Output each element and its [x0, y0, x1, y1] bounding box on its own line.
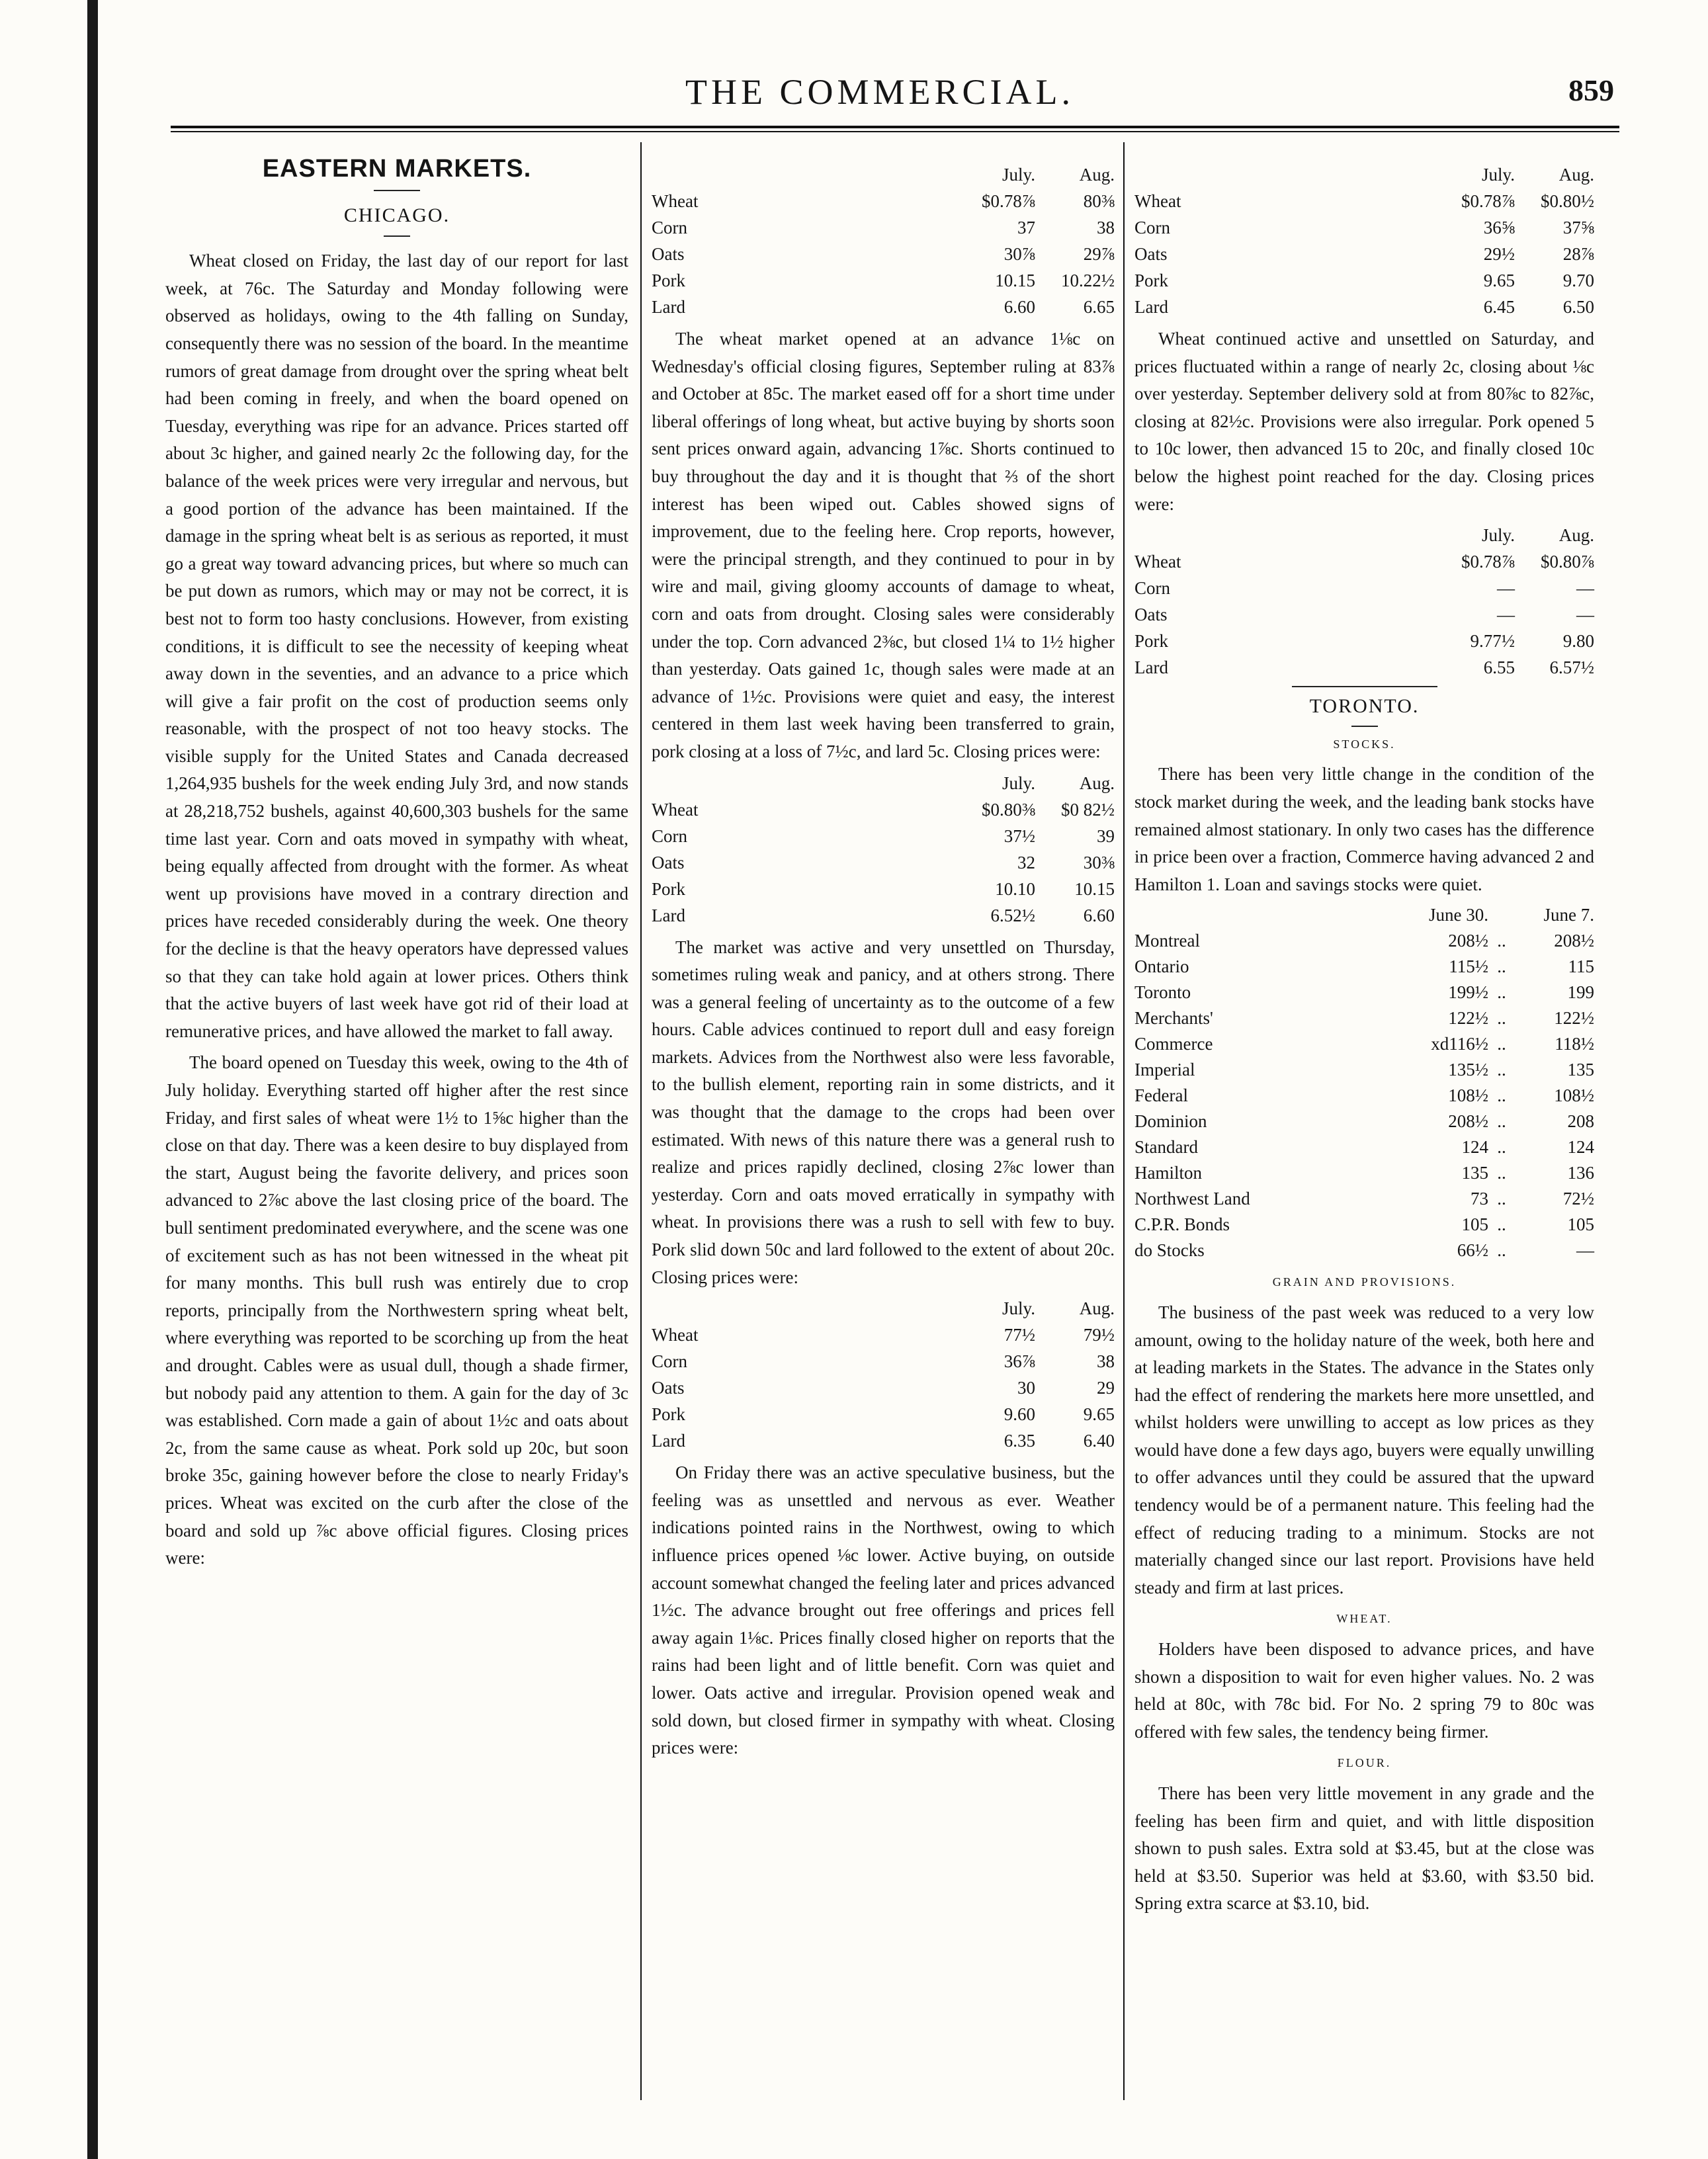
city-heading-chicago: CHICAGO.	[343, 204, 450, 226]
price-cell: 6.52½	[990, 905, 1035, 925]
price-table	[652, 1295, 1115, 1454]
price-table	[1134, 522, 1594, 681]
price-cell: 9.65	[1083, 1404, 1115, 1425]
price-cell: 80⅜	[1083, 191, 1115, 211]
subheading-wheat: WHEAT.	[1336, 1612, 1392, 1626]
col-header: June 7.	[1543, 905, 1594, 925]
price-cell: 6.55	[1483, 657, 1515, 678]
price-cell: 38	[1097, 1351, 1115, 1372]
stock-name: Northwest Land	[1134, 1189, 1250, 1209]
price-cell: 6.45	[1483, 297, 1515, 317]
price-cell: 79½	[1083, 1325, 1115, 1345]
col-header: Aug.	[1559, 165, 1594, 185]
article-paragraph: The market was active and very unsettled on Thursday, sometimes ruling weak and panicy, and at others strong. There was a general feeling of uncertainty as to the outcome of a few hours. Cable advices continued to report dull and easy foreign markets. Advices from the Northwest also were less favorable, to the bullish element, reporting rain in some districts, and it was thought that the damage to the crops had been over estimated. With news of this nature there was a general rush to realize and prices rapidly declined, closing 2⅞c lower than yesterday. Corn and oats moved erratically in sympathy with wheat. In provisions there was a rush to sell with few to buy. Pork slid down 50c and lard followed to the extent of about 20c. Closing prices were:	[652, 937, 1115, 1287]
price-cell: 208½	[1448, 931, 1488, 951]
commodity-name: Wheat	[652, 191, 699, 211]
article-paragraph: The board opened on Tuesday this week, owing to the 4th of July holiday. Everything started off higher after the rest since Friday, and first sales of wheat were 1½ to 1⅝c higher than the close on that day. There was a keen desire to buy displayed from the start, August being the favorite delivery, and prices soon advanced to 2⅞c above the last closing price of the board. The bull sentiment predominated everywhere, and the scene was one of excitement such as has not been witnessed in the wheat pit for many months. This bull rush was entirely due to crop reports, principally from the Northwestern spring wheat belt, where everything was reported to be scorching up from the heat and drought. Cables were as usual dull, though a shade firmer, but nobody paid any attention to them. A gain for the day of 3c was established. Corn made a gain of about 1½c and oats about 2c, from the same cause as wheat. Pork sold up 20c, but soon broke 35c, gaining however before the close to nearly Friday's prices. Wheat was excited on the curb after the close of the board and sold up ⅞c above official figures. Closing prices were:	[165, 1052, 628, 1568]
commodity-name: Wheat	[652, 799, 699, 820]
col-header: June 30.	[1429, 905, 1488, 925]
col-header: Aug.	[1559, 525, 1594, 546]
article-paragraph: The wheat market opened at an advance 1⅛c on Wednesday's official closing figures, September ruling at 83⅞ and October at 85c. The market eased off for a short time under liberal offerings of long wheat, but active buying by shorts soon sent prices onward again, advancing 1⅞c. Shorts continued to buy throughout the day and it is thought that ⅔ of the short interest has been wiped out. Cables showed signs of improvement, due to the feeling here. Crop reports, however, were the principal strength, and they continued to pour in by wire and mail, giving gloomy accounts of damage to wheat, corn and oats from drought. Closing sales were considerably under the top. Corn advanced 2⅜c, but closed 1¼ to 1½ higher than yesterday. Oats gained 1c, though sales were made at an advance of 1½c. Provisions were quiet and easy, the interest centered in them last week having been transferred to grain, pork closing at a loss of 7½c, and lard 5c. Closing prices were:	[652, 329, 1115, 761]
article-paragraph: On Friday there was an active speculative business, but the feeling was as unsettled and nervous as ever. Weather indications pointed rains in the Northwest, owing to which influence prices opened ⅛c lower. Active buying, on outside account somewhat changed the feeling later and prices advanced 1½c. The advance brought out free offerings and prices fell away again 1⅛c. Prices finally closed higher on reports that the rains had been light and of little benefit. Corn was quiet and lower. Oats active and irregular. Provision opened weak and sold down, but closed firmer in sympathy with wheat. Closing prices were:	[652, 1462, 1115, 1758]
heading-rule	[374, 190, 420, 191]
price-cell: 105	[1567, 1214, 1594, 1235]
price-cell: $0.80⅜	[982, 799, 1035, 820]
price-cell: 30⅜	[1083, 852, 1115, 872]
stock-name: Merchants'	[1134, 1008, 1213, 1029]
price-cell: 208½	[1448, 1111, 1488, 1132]
price-cell: 30	[1017, 1378, 1035, 1398]
commodity-name: Oats	[652, 1378, 685, 1398]
price-table	[1134, 161, 1594, 320]
price-cell: 10.10	[995, 878, 1035, 899]
price-cell: 122½	[1554, 1008, 1594, 1029]
column-1	[165, 149, 628, 1576]
price-cell: —	[1497, 578, 1515, 599]
commodity-name: Oats	[652, 244, 685, 264]
stock-name: Hamilton	[1134, 1163, 1202, 1183]
price-cell: 199½	[1448, 982, 1488, 1003]
commodity-name: Oats	[1134, 244, 1168, 264]
price-cell: 135	[1461, 1163, 1488, 1183]
column-divider-2	[1123, 142, 1125, 2100]
stock-name: Dominion	[1134, 1111, 1207, 1132]
price-cell: 77½	[1003, 1325, 1035, 1345]
stock-table: June 30. June 7. Montreal 208½ .. 208½ Ontario 115½ .. 115 Toronto 199½ .. 199 Merchants' 122½ .. 122½ Commerce xd116½ .. 118½ Imperial 135½ .. 135 Federal 108½ .. 108½ Dominion 208½ .. 208 Standard 124 .. 124 Hamilton 135 .. 136 Northwest Land 73 .. 72½ C.P.R. Bonds 105 .. 105 do Stocks 66½ .. —	[1134, 902, 1594, 1263]
article-paragraph: The business of the past week was reduced to a very low amount, owing to the holiday nature of the week, both here and at leading markets in the States. The advance in the States only had the effect of rendering the markets here more unsettled, and whilst holders were unwilling to accept as low prices as they would have done a few days ago, buyers were equally unwilling to offer advances until they could be assured that the upward tendency would be of a permanent nature. This feeling had the effect of reducing trading to a minimum. Stocks are not materially changed since our last report. Provisions have held steady and firm at last prices.	[1134, 1302, 1594, 1597]
price-cell: $0 82½	[1061, 799, 1115, 820]
commodity-name: Lard	[1134, 657, 1168, 678]
commodity-name: Lard	[652, 1431, 685, 1451]
commodity-name: Lard	[1134, 297, 1168, 317]
subheading-grain-provisions: GRAIN AND PROVISIONS.	[1272, 1275, 1457, 1289]
price-cell: 115½	[1449, 956, 1488, 977]
col-header: Aug.	[1079, 1298, 1115, 1319]
article-paragraph: Wheat continued active and unsettled on Saturday, and prices fluctuated within a range of nearly 2c, closing about ⅛c over yesterday. September delivery sold at from 80⅞c to 82⅞c, closing at 82½c. Provisions were also irregular. Pork opened 5 to 10c lower, then advanced 15 to 20c, and finally closed 10c below the highest point reached for the day. Closing prices were:	[1134, 329, 1594, 514]
subheading-stocks: STOCKS.	[1333, 737, 1396, 751]
price-cell: 38	[1097, 218, 1115, 237]
column-3	[1134, 159, 1594, 1922]
price-cell: 37½	[1003, 826, 1035, 846]
page-binding-shadow	[87, 0, 98, 2159]
price-cell: 136	[1567, 1163, 1594, 1183]
price-cell: 9.65	[1483, 271, 1515, 290]
stock-name: Imperial	[1134, 1060, 1195, 1080]
price-cell: 37⅝	[1562, 218, 1594, 237]
price-cell: 32	[1017, 852, 1035, 872]
header-rule-thin	[171, 131, 1619, 132]
article-paragraph: There has been very little change in the condition of the stock market during the week, and the leading bank stocks have remained almost stationary. In only two cases has the difference in price been over a fraction, Commerce having advanced 2 and Hamilton 1. Loan and savings stocks were quiet.	[1134, 764, 1594, 894]
price-cell: —	[1497, 605, 1515, 625]
stock-name: Toronto	[1134, 982, 1191, 1003]
stock-name: C.P.R. Bonds	[1134, 1214, 1230, 1235]
price-cell: xd116½	[1431, 1034, 1488, 1054]
price-cell: 6.35	[1003, 1431, 1035, 1451]
price-cell: 10.22½	[1061, 271, 1115, 290]
col-header: July.	[1002, 773, 1035, 793]
price-cell: 135	[1567, 1060, 1594, 1080]
price-cell: 6.65	[1083, 297, 1115, 317]
price-table	[652, 161, 1115, 320]
col-header: July.	[1481, 525, 1515, 546]
price-cell: 72½	[1562, 1189, 1594, 1209]
stock-name: Commerce	[1134, 1034, 1213, 1054]
column-divider-1	[640, 142, 642, 2100]
price-cell: 208	[1567, 1111, 1594, 1132]
commodity-name: Pork	[652, 1404, 686, 1425]
city-heading-toronto: TORONTO.	[1309, 695, 1420, 718]
commodity-name: Corn	[652, 1351, 687, 1372]
commodity-name: Wheat	[1134, 191, 1181, 211]
price-cell: 36⅝	[1483, 218, 1515, 237]
price-cell: 36⅞	[1003, 1351, 1035, 1372]
price-cell: 6.40	[1083, 1431, 1115, 1451]
price-cell: 124	[1461, 1137, 1488, 1158]
price-cell: 108½	[1448, 1085, 1488, 1106]
price-cell: —	[1576, 578, 1594, 599]
price-cell: $0.78⅞	[1461, 552, 1515, 572]
article-paragraph: Holders have been disposed to advance prices, and have shown a disposition to wait for even higher values. No. 2 was held at 80c, with 78c bid. For No. 2 spring 79 to 80c was offered with few sales, the tendency being firmer.	[1134, 1639, 1594, 1742]
commodity-name: Lard	[652, 905, 685, 925]
price-cell: —	[1576, 1240, 1594, 1261]
price-cell: $0.78⅞	[982, 191, 1035, 211]
stock-name: Standard	[1134, 1137, 1198, 1158]
heading-rule	[1351, 726, 1378, 727]
col-header: Aug.	[1079, 165, 1115, 185]
price-cell: 6.50	[1562, 297, 1594, 317]
commodity-name: Lard	[652, 297, 685, 317]
price-cell: 37	[1017, 218, 1035, 237]
price-cell: 73	[1471, 1189, 1488, 1209]
commodity-name: Oats	[652, 852, 685, 872]
price-cell: 29	[1097, 1378, 1115, 1398]
price-cell: $0.78⅞	[1461, 191, 1515, 211]
price-cell: —	[1576, 605, 1594, 625]
heading-rule	[384, 235, 410, 237]
price-cell: 28⅞	[1562, 244, 1594, 264]
section-rule	[1292, 686, 1437, 687]
article-paragraph: There has been very little movement in any grade and the feeling has been firm and quiet, and with little disposition shown to push sales. Extra sold at $3.45, but at the close was held at $3.50. Superior was held at $3.60, with $3.50 bid. Spring extra scarce at $3.10, bid.	[1134, 1783, 1594, 1914]
subheading-flour: FLOUR.	[1337, 1756, 1392, 1770]
price-cell: 118½	[1555, 1034, 1594, 1054]
price-cell: 10.15	[1074, 878, 1115, 899]
stock-name: Ontario	[1134, 956, 1189, 977]
price-cell: 29½	[1483, 244, 1515, 264]
price-cell: 115	[1568, 956, 1594, 977]
commodity-name: Wheat	[652, 1325, 699, 1345]
price-cell: 124	[1567, 1137, 1594, 1158]
price-cell: 208½	[1554, 931, 1594, 951]
price-cell: 199	[1567, 982, 1594, 1003]
price-cell: 9.60	[1003, 1404, 1035, 1425]
price-cell: 105	[1461, 1214, 1488, 1235]
commodity-name: Pork	[1134, 631, 1169, 652]
price-cell: 6.60	[1003, 297, 1035, 317]
header-rule	[171, 126, 1619, 128]
commodity-name: Corn	[1134, 218, 1170, 237]
article-paragraph: Wheat closed on Friday, the last day of our report for last week, at 76c. The Saturday and Monday following were observed as holidays, owing to the 4th falling on Sunday, consequently there was no session of the board. In the meantime rumors of great damage from drought over the spring wheat belt had been coming in freely, and when the board opened on Tuesday, everything was ripe for an advance. Prices started off about 3c higher, and gained nearly 2c the following day, for the balance of the week prices were very irregular and nervous, but a good portion of the advance has been maintained. If the damage in the spring wheat belt is as serious as reported, it must go a great way toward advancing prices, but where so much can be put down as rumors, which may or may not be correct, it is best not to form too hasty conclusions. However, from existing conditions, it is difficult to see the necessity of keeping wheat away down in the seventies, and an advance to a price which will give a fair profit on the cost of production seems only reasonable, with the prospect of not too heavy stocks. The visible supply for the United States and Canada decreased 1,264,935 bushels for the week ending July 3rd, and now stands at 28,218,752 bushels, against 40,600,303 bushels for the same time last year. Corn and oats moved in sympathy with wheat, being equally affected from drought with the former. As wheat went up provisions have moved in a contrary direction and prices have receded considerably during the week. One theory for the decline is that the heavy operators have depressed values so that they can take hold again at lower prices. Others think that the active buyers of last week have got rid of their load at remunerative prices, and have allowed the market to fall away.	[165, 251, 628, 1041]
commodity-name: Wheat	[1134, 552, 1181, 572]
col-header: Aug.	[1079, 773, 1115, 793]
price-table	[652, 770, 1115, 929]
publication-title: THE COMMERCIAL.	[685, 72, 1074, 112]
price-cell: 39	[1097, 826, 1115, 846]
price-cell: 108½	[1554, 1085, 1594, 1106]
price-cell: 9.80	[1562, 631, 1594, 652]
price-cell: 29⅞	[1083, 244, 1115, 264]
commodity-name: Corn	[652, 826, 687, 846]
section-heading: EASTERN MARKETS.	[262, 155, 532, 183]
col-header: July.	[1002, 1298, 1035, 1319]
price-cell: 10.15	[995, 271, 1035, 290]
stock-name: do Stocks	[1134, 1240, 1205, 1261]
price-cell: 30⅞	[1003, 244, 1035, 264]
price-cell: 6.57½	[1549, 657, 1594, 678]
commodity-name: Corn	[1134, 578, 1170, 599]
commodity-name: Pork	[652, 271, 686, 290]
price-cell: $0.80⅞	[1541, 552, 1594, 572]
price-cell: 135½	[1448, 1060, 1488, 1080]
commodity-name: Pork	[652, 878, 686, 899]
col-header: July.	[1002, 165, 1035, 185]
price-cell: 66½	[1457, 1240, 1488, 1261]
column-2	[652, 159, 1115, 1766]
price-cell: 122½	[1448, 1008, 1488, 1029]
price-cell: 6.60	[1083, 905, 1115, 925]
page-number: 859	[1568, 73, 1614, 107]
commodity-name: Pork	[1134, 271, 1169, 290]
price-cell: $0.80½	[1541, 191, 1594, 211]
stock-name: Federal	[1134, 1085, 1188, 1106]
commodity-name: Oats	[1134, 605, 1168, 625]
col-header: July.	[1481, 165, 1515, 185]
commodity-name: Corn	[652, 218, 687, 237]
stock-name: Montreal	[1134, 931, 1200, 951]
price-cell: 9.70	[1562, 271, 1594, 290]
price-cell: 9.77½	[1470, 631, 1515, 652]
masthead	[152, 71, 1614, 118]
